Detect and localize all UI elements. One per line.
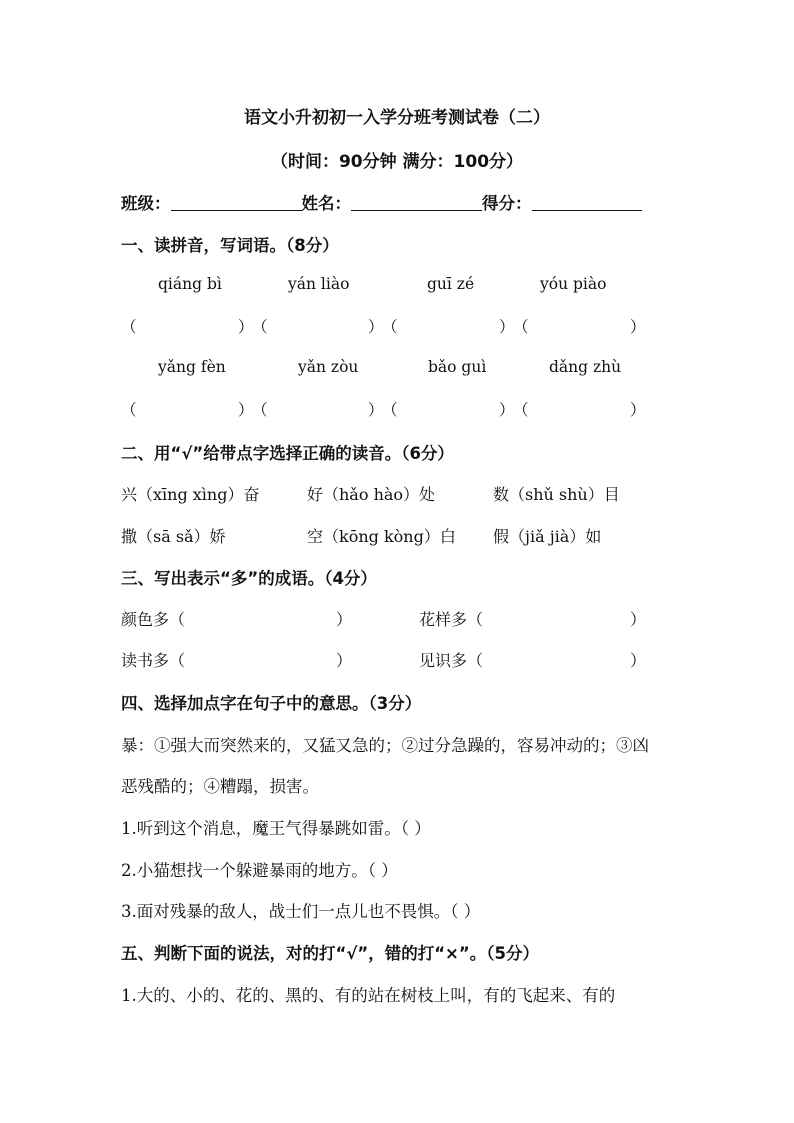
pinyin-item: bǎo guì: [428, 358, 487, 376]
idiom-prompt[interactable]: 读书多（: [121, 651, 186, 670]
name-label: 姓名：: [301, 194, 351, 213]
pronunciation-choice[interactable]: 数（shǔ shù）目: [493, 485, 620, 504]
page-title: 语文小升初初一入学分班考测试卷（二）: [244, 108, 550, 128]
pinyin-item: yǎng fèn: [158, 358, 226, 376]
question-item: 1.大的、小的、花的、黑的、有的站在树枝上叫，有的飞起来、有的: [121, 986, 616, 1005]
exam-info: （时间：90分钟 满分：100分）: [270, 152, 524, 172]
pronunciation-choice[interactable]: 好（hǎo hào）处: [307, 485, 436, 504]
score-label: 得分：: [482, 194, 532, 213]
pronunciation-choice[interactable]: 空（kōng kòng）白: [307, 527, 456, 546]
answer-blank-close: ）: [368, 401, 384, 419]
score-field[interactable]: [532, 194, 642, 211]
idiom-prompt[interactable]: 见识多（: [419, 651, 484, 670]
pinyin-item: qiáng bì: [158, 275, 222, 293]
answer-blank-open[interactable]: （: [252, 318, 268, 336]
section-1-heading: 一、读拼音，写词语。（8分）: [121, 236, 339, 255]
pinyin-item: guī zé: [427, 275, 475, 293]
answer-blank-open[interactable]: （: [252, 401, 268, 419]
question-item[interactable]: 2.小猫想找一个躲避暴雨的地方。（ ）: [121, 861, 398, 880]
answer-blank-open[interactable]: （: [513, 401, 529, 419]
answer-blank-open[interactable]: （: [513, 318, 529, 336]
answer-blank-close: ）: [368, 318, 384, 336]
idiom-close-paren: ）: [336, 651, 353, 670]
pinyin-item: dǎng zhù: [549, 358, 622, 376]
answer-blank-open[interactable]: （: [382, 401, 398, 419]
idiom-close-paren: ）: [630, 610, 647, 629]
name-field[interactable]: [351, 194, 482, 211]
section-5-heading: 五、判断下面的说法，对的打“√”，错的打“×”。（5分）: [121, 944, 539, 963]
question-item[interactable]: 3.面对残暴的敌人，战士们一点儿也不畏惧。（ ）: [121, 902, 481, 921]
answer-blank-open[interactable]: （: [121, 318, 137, 336]
pinyin-item: yǎn zòu: [298, 358, 359, 376]
idiom-prompt[interactable]: 花样多（: [419, 610, 484, 629]
answer-blank-close: ）: [630, 401, 646, 419]
section-3-heading: 三、写出表示“多”的成语。（4分）: [121, 569, 377, 588]
pronunciation-choice[interactable]: 兴（xīng xìng）奋: [121, 485, 260, 504]
answer-blank-close: ）: [499, 318, 515, 336]
student-info-row: [121, 190, 642, 214]
answer-blank-close: ）: [238, 318, 254, 336]
idiom-close-paren: ）: [630, 651, 647, 670]
pinyin-item: yóu piào: [540, 275, 607, 293]
question-item[interactable]: 1.听到这个消息，魔王气得暴跳如雷。（ ）: [121, 819, 431, 838]
pinyin-item: yán liào: [288, 275, 350, 293]
answer-blank-close: ）: [630, 318, 646, 336]
answer-blank-close: ）: [499, 401, 515, 419]
definition-text: 暴：①强大而突然来的，又猛又急的；②过分急躁的，容易冲动的；③凶: [121, 736, 649, 755]
section-4-heading: 四、选择加点字在句子中的意思。（3分）: [121, 694, 422, 713]
definition-text: 恶残酷的；④糟蹋，损害。: [121, 777, 319, 796]
section-2-heading: 二、用“√”给带点字选择正确的读音。（6分）: [121, 444, 454, 463]
class-field[interactable]: [171, 194, 302, 211]
idiom-close-paren: ）: [336, 610, 353, 629]
answer-blank-close: ）: [238, 401, 254, 419]
idiom-prompt[interactable]: 颜色多（: [121, 610, 186, 629]
answer-blank-open[interactable]: （: [382, 318, 398, 336]
answer-blank-open[interactable]: （: [121, 401, 137, 419]
pronunciation-choice[interactable]: 假（jiǎ jià）如: [493, 527, 602, 546]
class-label: 班级：: [121, 194, 171, 213]
pronunciation-choice[interactable]: 撒（sā sǎ）娇: [121, 527, 226, 546]
